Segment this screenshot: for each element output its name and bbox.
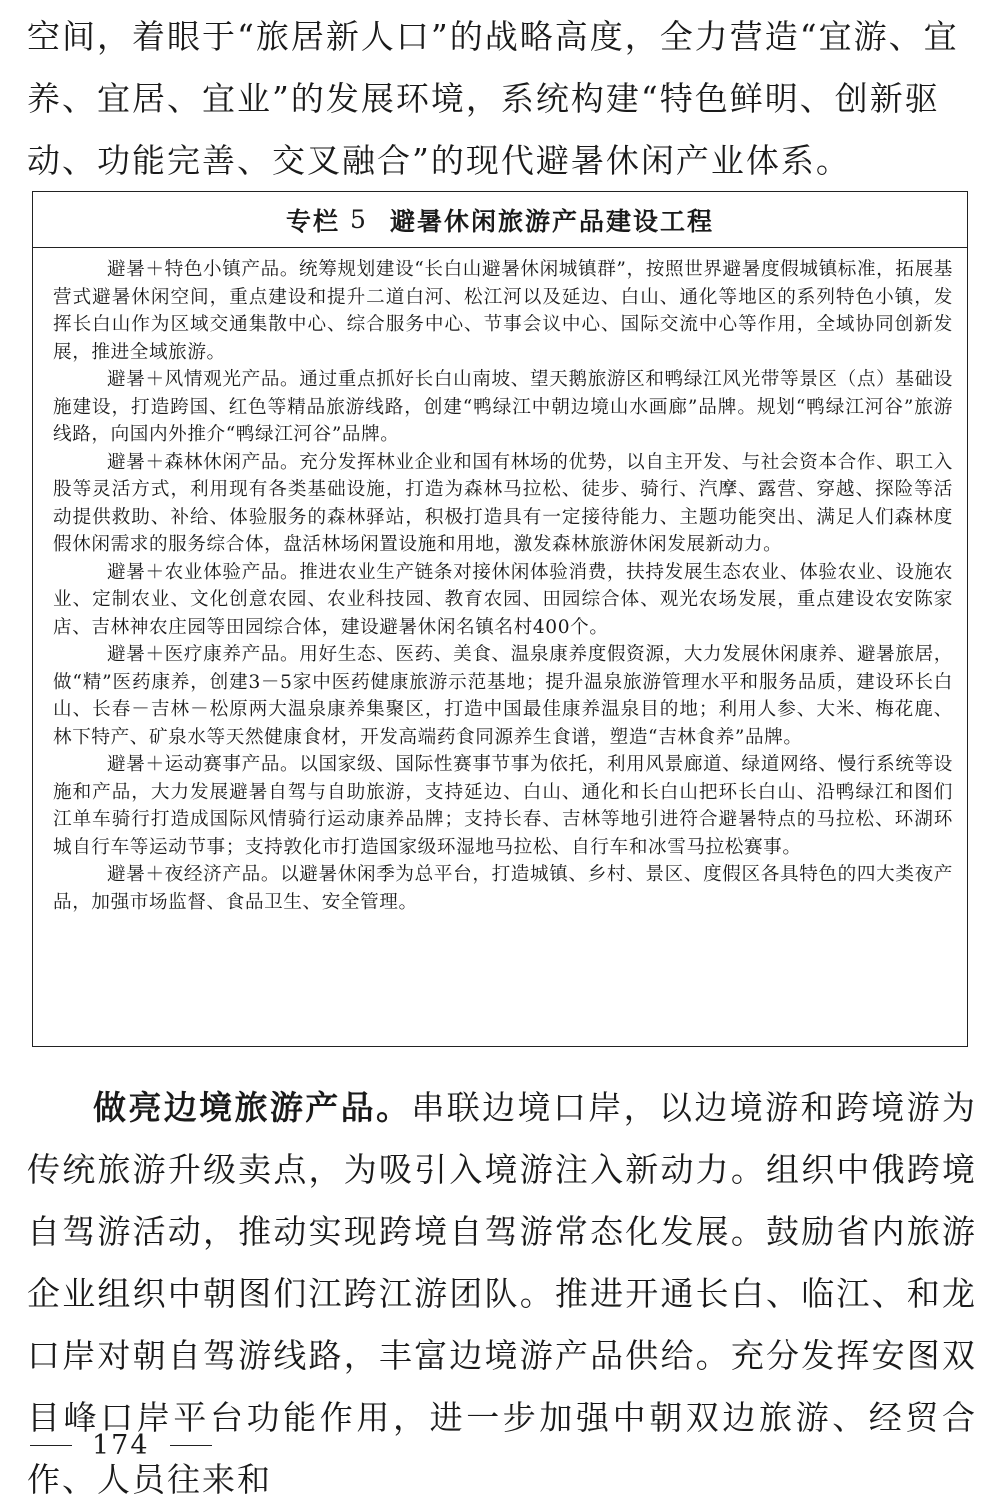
column-item-text: 统筹规划建设“长白山避暑休闲城镇群”，按照世界避暑度假城镇标准，拓展基营式避暑休闲空间，重点建设和提升二道白河、松江河以及延边、白山、通化等地区的系列特色小镇，发挥长白山作为区域交通集散中心、综合服务中心、节事会议中心、国际交流中心等作用，全域协同创新发展，推进全域旅游。	[53, 259, 953, 363]
main-heading: 做亮边境旅游产品。	[93, 1088, 412, 1127]
column-item-lead: 避暑＋风情观光产品。	[107, 369, 300, 390]
column-item-lead: 避暑＋运动赛事产品。	[107, 754, 300, 775]
column-box	[32, 191, 968, 1047]
column-item	[53, 449, 953, 559]
column-item	[53, 641, 953, 751]
column-item-text: 充分发挥林业企业和国有林场的优势，以自主开发、与社会资本合作、职工入股等灵活方式，利用现有各类基础设施，打造为森林马拉松、徒步、骑行、汽摩、露营、穿越、探险等活动提供救助、补给、体验服务的森林驿站，积极打造具有一定接待能力、主题功能突出、满足人们森林度假休闲需求的服务综合体，盘活林场闲置设施和用地，激发森林旅游休闲发展新动力。	[53, 451, 953, 555]
column-item-lead: 避暑＋森林休闲产品。	[107, 451, 300, 473]
column-item-lead: 避暑＋医疗康养产品。	[107, 644, 300, 665]
column-item	[53, 861, 953, 916]
column-item-lead: 避暑＋夜经济产品。	[107, 864, 281, 885]
column-title-prefix: 专栏	[286, 206, 341, 236]
column-item-lead: 避暑＋农业体验产品。	[107, 561, 300, 583]
column-item	[53, 256, 953, 366]
column-item	[53, 366, 953, 449]
column-item-text: 推进农业生产链条对接休闲体验消费，扶持发展生态农业、体验农业、设施农业、定制农业、文化创意农园、农业科技园、教育农园、田园综合体、观光农场发展，重点建设农安陈家店、吉林神农庄园等田园综合体，建设避暑休闲名镇名村400个。	[53, 561, 953, 638]
footer-dash-right	[170, 1445, 212, 1447]
column-item	[53, 559, 953, 642]
column-item-text: 以国家级、国际性赛事节事为依托，利用风景廊道、绿道网络、慢行系统等设施和产品，大力发展避暑自驾与自助旅游，支持延边、白山、通化和长白山把环长白山、沿鸭绿江和图们江单车骑行打造成国际风情骑行运动康养品牌；支持长春、吉林等地引进符合避暑特点的马拉松、环湖环城自行车等运动节事；支持敦化市打造国家级环湿地马拉松、自行车和冰雪马拉松赛事。	[53, 754, 953, 858]
footer-dash-left	[30, 1445, 72, 1447]
column-item-text: 通过重点抓好长白山南坡、望天鹅旅游区和鸭绿江风光带等景区（点）基础设施建设，打造跨国、红色等精品旅游线路，创建“鸭绿江中朝边境山水画廊”品牌。规划“鸭绿江河谷”旅游线路，向国内外推介“鸭绿江河谷”品牌。	[53, 369, 953, 445]
column-title-number: 5	[350, 205, 368, 234]
column-body	[33, 248, 967, 916]
column-item-lead: 避暑＋特色小镇产品。	[107, 259, 300, 280]
main-text: 串联边境口岸，以边境游和跨境游为传统旅游升级卖点，为吸引入境游注入新动力。组织中俄跨境自驾游活动，推动实现跨境自驾游常态化发展。鼓励省内旅游企业组织中朝图们江跨江游团队。推进开通长白、临江、和龙口岸对朝自驾游线路，丰富边境游产品供给。充分发挥安图双目峰口岸平台功能作用，进一步加强中朝双边旅游、经贸合作、人员往来和	[27, 1088, 977, 1499]
column-title-text: 避暑休闲旅游产品建设工程	[389, 206, 714, 236]
intro-text: 空间，着眼于“旅居新人口”的战略高度，全力营造“宜游、宜养、宜居、宜业”的发展环境，系统构建“特色鲜明、创新驱动、功能完善、交叉融合”的现代避暑休闲产业体系。	[27, 17, 959, 180]
column-item	[53, 751, 953, 861]
page-number: 174	[92, 1430, 150, 1461]
intro-paragraph	[27, 6, 977, 192]
column-item-text: 以避暑休闲季为总平台，打造城镇、乡村、景区、度假区各具特色的四大类夜产品，加强市场监督、食品卫生、安全管理。	[53, 864, 953, 913]
column-item-text: 用好生态、医药、美食、温泉康养度假资源，大力发展休闲康养、避暑旅居，做“精”医药康养，创建3－5家中医药健康旅游示范基地；提升温泉旅游管理水平和服务品质，建设环长白山、长春－吉林－松原两大温泉康养集聚区，打造中国最佳康养温泉目的地；利用人参、大米、梅花鹿、林下特产、矿泉水等天然健康食材，开发高端药食同源养生食谱，塑造“吉林食养”品牌。	[53, 644, 953, 748]
page-footer	[30, 1430, 212, 1461]
column-title	[33, 192, 967, 248]
